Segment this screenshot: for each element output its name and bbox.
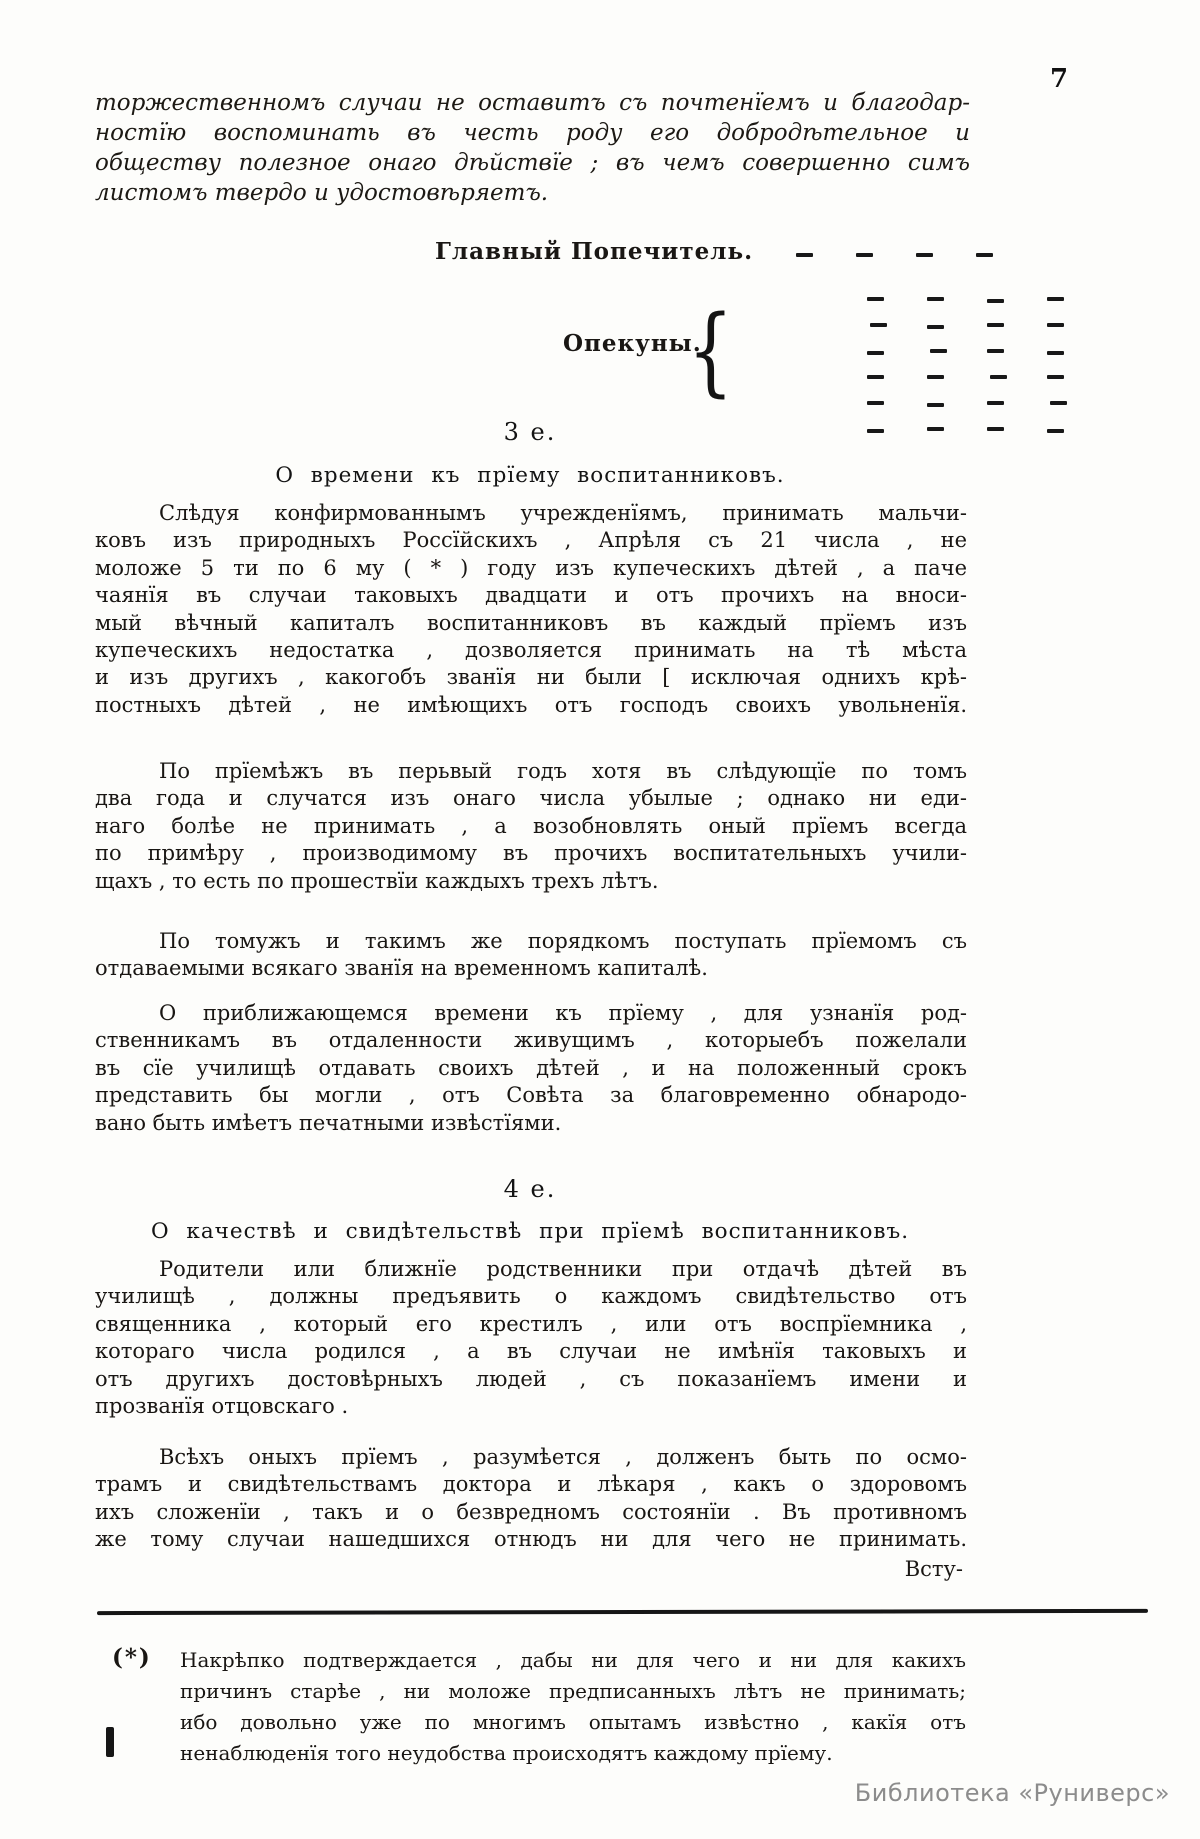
section-3-number: 3 е. xyxy=(503,418,557,446)
signature-blank-dash xyxy=(796,253,813,257)
section-3-heading: О времени къ прїему воспитанниковъ. xyxy=(275,463,785,488)
text-line: два года и случатся изъ онаго числа убылые ; однако ни еди- xyxy=(95,786,967,811)
text-line: же тому случаи нашедшихся отнюдъ ни для чего не принимать. xyxy=(95,1527,967,1552)
signature-blank-dash xyxy=(987,427,1004,431)
ink-artifact xyxy=(106,1727,114,1757)
footnote-separator xyxy=(97,1609,1148,1615)
paragraph xyxy=(95,758,967,895)
signature-blank-dash xyxy=(867,351,884,355)
text-line: котораго числа родился , а въ случаи не имѣнїя таковыхъ и xyxy=(95,1339,967,1364)
text-line: училищѣ , должны предъявить о каждомъ свидѣтельство отъ xyxy=(95,1284,967,1309)
text-line: чаянїя въ случаи таковыхъ двадцати и отъ прочихъ на вноси- xyxy=(95,583,967,608)
text-line: ственникамъ въ отдаленности живущимъ , которыебъ пожелали xyxy=(95,1028,967,1053)
text-line: наго болѣе не принимать , а возобновлять оный прїемъ всегда xyxy=(95,813,967,838)
text-line: О приближающемся времени къ прїему , для узнанїя род- xyxy=(159,1001,967,1025)
text-line: представить бы могли , отъ Совѣта за благовременно обнародо- xyxy=(95,1083,967,1108)
signature-blank-dash xyxy=(927,325,944,329)
footnote-line xyxy=(112,1644,966,1676)
footnote xyxy=(112,1644,966,1769)
text-line: трамъ и свидѣтельствамъ доктора и лѣкаря , какъ о здоровомъ xyxy=(95,1472,967,1497)
footnote-line: ненаблюденїя того неудобства происходятъ каждому прїему. xyxy=(180,1741,833,1765)
text-line: ковъ изъ природныхъ Россїйскихъ , Апрѣля съ 21 числа , не xyxy=(95,528,967,553)
footnote-line: причинъ старѣе , ни моложе предписанныхъ лѣтъ не принимать; xyxy=(180,1679,966,1703)
text-line: Родители или ближнїе родственники при отдачѣ дѣтей въ xyxy=(159,1257,967,1281)
text-line: мый вѣчный капиталъ воспитанниковъ въ каждый прїемъ изъ xyxy=(95,610,967,635)
page-number: 7 xyxy=(1050,64,1069,94)
paragraph xyxy=(95,1000,967,1137)
text-line: и изъ другихъ , какогобъ званїя ни были [ исключая однихъ крѣ- xyxy=(95,665,967,690)
text-line: Всѣхъ оныхъ прїемъ , разумѣется , долженъ быть по осмо- xyxy=(159,1445,967,1469)
signature-blank-dash xyxy=(867,297,884,301)
footnote-text: Накрѣпко подтверждается , дабы ни для чего и ни для какихъ xyxy=(180,1648,966,1672)
library-watermark: Библиотека «Руниверс» xyxy=(854,1779,1170,1807)
footnote-marker: (*) xyxy=(112,1644,152,1671)
signature-blank-dash xyxy=(1047,375,1064,379)
catchword: Всту- xyxy=(904,1557,963,1581)
signature-blank-dash xyxy=(1047,429,1064,433)
text-line: щахъ , то есть по прошествїи каждыхъ трехъ лѣтъ. xyxy=(95,868,659,893)
text-line: ихъ сложенїи , такъ и о безвредномъ состоянїи . Въ противномъ xyxy=(95,1499,967,1524)
signature-blank-dash xyxy=(1047,351,1064,355)
signature-blank-dash xyxy=(916,253,933,257)
text-line: По томужъ и такимъ же порядкомъ поступать прїемомъ съ xyxy=(159,929,967,953)
signature-blank-dash xyxy=(1047,297,1064,301)
signature-blank-dash xyxy=(1050,401,1067,405)
signature-blank-dash xyxy=(987,299,1004,303)
chief-trustee-label: Главный Попечитель. xyxy=(435,238,754,265)
paragraph xyxy=(95,1444,967,1554)
signature-blank-dash xyxy=(987,323,1004,327)
footnote-line: ибо довольно уже по многимъ опытамъ извѣстно , какїя отъ xyxy=(180,1710,966,1734)
text-line: прозванїя отцовскаго . xyxy=(95,1394,349,1419)
text-line: вано быть имѣетъ печатными извѣстїями. xyxy=(95,1110,562,1135)
text-line: отдаваемыми всякаго званїя на временномъ капиталѣ. xyxy=(95,956,708,981)
text-line: купеческихъ недостатка , дозволяется принимать на тѣ мѣста xyxy=(95,638,967,663)
text-line: По прїемѣжъ въ перьвый годъ хотя въ слѣдующїе по томъ xyxy=(159,759,967,783)
chief-trustee-signature-row xyxy=(435,238,993,265)
signature-blank-dash xyxy=(856,253,873,257)
text-line: Слѣдуя конфирмованнымъ учрежденїямъ, принимать мальчи- xyxy=(159,501,967,525)
signature-blank-dash xyxy=(976,253,993,257)
text-line: постныхъ дѣтей , не имѣющихъ отъ господъ своихъ увольненїя. xyxy=(95,692,967,717)
signature-blank-dash xyxy=(927,297,944,301)
intro-cursive-paragraph xyxy=(95,88,970,208)
signature-blank-dash xyxy=(867,375,884,379)
text-line: торжественномъ случаи не оставитъ съ почтенїемъ и благодар- xyxy=(95,90,970,116)
text-line: въ сїе училищѣ отдавать своихъ дѣтей , и на положенный срокъ xyxy=(95,1055,967,1080)
brace-glyph: { xyxy=(687,295,734,407)
signature-blank-dash xyxy=(870,323,887,327)
signature-blank-dash xyxy=(927,375,944,379)
signature-blank-dash xyxy=(987,349,1004,353)
text-line: священника , который его крестилъ , или отъ воспрїемника , xyxy=(95,1311,967,1336)
signature-blank-dash xyxy=(927,403,944,407)
paragraph xyxy=(95,500,967,719)
signature-blank-dash xyxy=(867,401,884,405)
paragraph xyxy=(95,928,967,983)
section-4-heading: О качествѣ и свидѣтельствѣ при прїемѣ воспитанниковъ. xyxy=(150,1219,910,1244)
guardians-label: Опекуны. xyxy=(563,330,702,357)
section-4-number: 4 е. xyxy=(503,1175,557,1203)
text-line: по примѣру , производимому въ прочихъ воспитательныхъ учили- xyxy=(95,841,967,866)
text-line: моложе 5 ти по 6 му ( * ) году изъ купеческихъ дѣтей , а паче xyxy=(95,555,967,580)
text-line: листомъ твердо и удостовѣряетъ. xyxy=(95,180,549,206)
text-line: обществу полезное онаго дѣйствїе ; въ чемъ совершенно симъ xyxy=(95,150,970,176)
signature-blank-dash xyxy=(1047,323,1064,327)
signature-blank-dash xyxy=(990,375,1007,379)
text-line: отъ другихъ достовѣрныхъ людей , съ показанїемъ имени и xyxy=(95,1366,967,1391)
signature-blank-dash xyxy=(987,401,1004,405)
signature-blank-dash xyxy=(930,349,947,353)
paragraph xyxy=(95,1256,967,1420)
text-line: ностїю воспоминать въ честь роду его добродѣтельное и xyxy=(95,120,970,146)
